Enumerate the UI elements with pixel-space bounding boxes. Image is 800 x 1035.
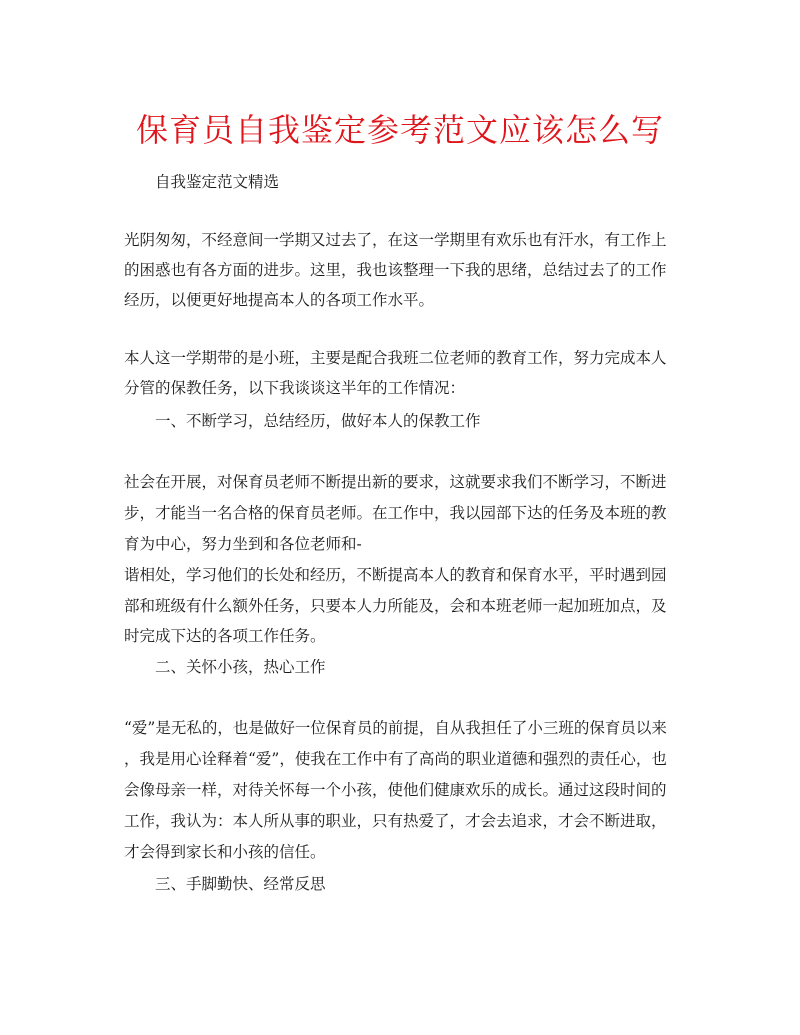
document-title: 保育员自我鉴定参考范文应该怎么写 — [135, 111, 664, 149]
section-heading-1: 一、不断学习，总结经历，做好本人的保教工作 — [155, 412, 481, 430]
paragraph-3-line-6: 时完成下达的各项工作任务。 — [124, 627, 326, 645]
paragraph-4-line-3: 会像母亲一样，对待关怀每一个小孩，使他们健康欢乐的成长。通过这段时间的 — [124, 781, 667, 799]
paragraph-3-line-4: 谐相处，学习他们的长处和经历，不断提高本人的教育和保育水平，平时遇到园 — [124, 566, 667, 584]
paragraph-3-line-1: 社会在开展，对保育员老师不断提出新的要求，这就要求我们不断学习，不断进 — [124, 473, 667, 491]
paragraph-1-line-3: 经历，以便更好地提高本人的各项工作水平。 — [124, 291, 435, 309]
paragraph-4-line-2: ，我是用心诠释着“爱”，使我在工作中有了高尚的职业道德和强烈的责任心，也 — [124, 750, 667, 768]
section-heading-3: 三、手脚勤快、经常反思 — [155, 875, 326, 893]
paragraph-1-line-1: 光阴匆匆，不经意间一学期又过去了，在这一学期里有欢乐也有汗水，有工作上 — [124, 231, 667, 249]
paragraph-4-line-4: 工作，我认为：本人所从事的职业，只有热爱了，才会去追求，才会不断进取， — [124, 812, 667, 830]
paragraph-2-line-2: 分管的保教任务，以下我谈谈这半年的工作情况： — [124, 379, 466, 397]
paragraph-3-line-3: 育为中心，努力坐到和各位老师和- — [124, 535, 362, 553]
paragraph-1-line-2: 的困惑也有各方面的进步。这里，我也该整理一下我的思绪，总结过去了的工作 — [124, 261, 667, 279]
document-subtitle: 自我鉴定范文精选 — [155, 173, 280, 191]
paragraph-3-line-2: 步，才能当一名合格的保育员老师。在工作中，我以园部下达的任务及本班的教 — [124, 504, 667, 522]
paragraph-4-line-1: “爱”是无私的，也是做好一位保育员的前提，自从我担任了小三班的保育员以来 — [124, 719, 667, 737]
section-heading-2: 二、关怀小孩，热心工作 — [155, 658, 326, 676]
paragraph-4-line-5: 才会得到家长和小孩的信任。 — [124, 843, 326, 861]
paragraph-3-line-5: 部和班级有什么额外任务，只要本人力所能及，会和本班老师一起加班加点，及 — [124, 597, 667, 615]
paragraph-2-line-1: 本人这一学期带的是小班，主要是配合我班二位老师的教育工作，努力完成本人 — [124, 349, 667, 367]
